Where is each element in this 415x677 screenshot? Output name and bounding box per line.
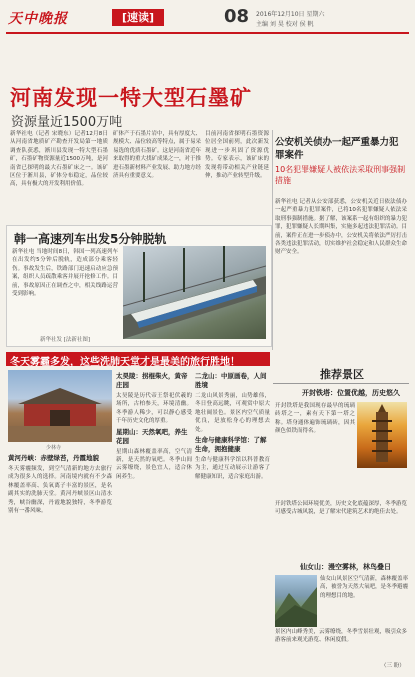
sidebar-text: 新华社电 记者从公安部获悉，公安机关近日依法侦办一起严重暴力犯罪案件，已将10名犯罪嫌疑人依法采取刑事强制措施。据了解，该案系一起有组织的暴力犯罪，犯罪嫌疑人长期纠集，实施多起违法犯罪活动。目前，案件正在进一步侦办中，公安机关将依法严厉打击各类违法犯罪活动，切实维护社会稳定和人民群众生命财产安全。	[275, 199, 407, 256]
sidebar-title: 公安机关侦办一起严重暴力犯罪案件	[275, 137, 399, 161]
winter-col-3	[195, 370, 270, 670]
winter-col2-text2: 星期山森林覆盖率高，空气清新，是天然的氧吧。冬季山间云雾缭绕，景色宜人，适合休闲养生。	[116, 448, 192, 480]
train-story-text: 新华社电 当地时间8日，韩国一列高速列车在出发约5分钟后脱轨，造成部分乘客轻伤。事故发生后，铁路部门迅速启动应急预案，组织人员疏散乘客并展开抢修工作。目前，事故原因正在调查之中，相关线路运营受到影响。	[12, 249, 118, 298]
recommend-title: 推荐景区	[320, 368, 364, 381]
masthead	[6, 4, 409, 30]
masthead-rule	[6, 32, 409, 34]
shaolin-temple-illustration	[8, 370, 112, 442]
iron-pagoda-photo	[357, 402, 407, 468]
recommend-item2-text: 仙女山风景区空气清新，森林覆盖率高，被誉为天然大氧吧，是冬季避霾的理想目的地。	[320, 576, 408, 599]
recommend-author: （三 盼）	[381, 663, 405, 669]
winter-col3-text2: 生命与健康科学馆以科普教育为主，通过互动展示让游客了解健康知识，适合家庭出游。	[195, 457, 270, 480]
page-number: 08	[224, 6, 250, 27]
winter-col-1	[8, 452, 112, 672]
recommend-item1-title: 开封铁塔：位置优越，历史悠久	[302, 389, 400, 397]
winter-col2-heading2: 星期山：天然氧吧，养生花园	[116, 427, 188, 445]
recommend-item2-title: 仙女山：漫空雾林，林鸟叠日	[300, 563, 391, 571]
lead-col-1: 新华社电（记者 宋晓东）记者12月8日从河南省地质矿产勘查开发局第一地质调查队获悉，淅川县发现一特大型石墨矿，石墨矿物资源量近1500万吨，是河南省已探明的最大石墨矿床之一。该矿区位于淅川县，矿体分布稳定，品位较高，具有极大的开发利用价值。	[10, 131, 108, 188]
shaolin-caption: 少林寺	[46, 445, 62, 451]
section-tag: [速读]	[112, 9, 164, 26]
winter-col3-heading1: 二龙山：中原画卷，人间胜境	[195, 372, 267, 389]
train-photo-illustration	[123, 246, 266, 339]
lead-headline: 河南发现一特大型石墨矿	[10, 86, 252, 110]
pagoda-illustration	[357, 402, 407, 468]
mountain-illustration	[275, 575, 317, 627]
train-photo	[123, 246, 266, 339]
recommend-item1-text2: 开封铁塔公园环境优美，历史文化底蕴深厚，冬季游览可感受古城风貌，是了解宋代建筑艺术的绝佳去处。	[275, 501, 407, 516]
winter-col1-heading: 黄河丹峡：赤壁绿苔，丹霞地貌	[8, 454, 99, 462]
lead-subhead: 资源量近1500万吨	[11, 115, 123, 130]
newspaper-logo: 天中晚报	[8, 11, 68, 27]
winter-banner-title: 冬天雾霾多发，这些洗肺天堂才是最美的旅行胜地！	[10, 357, 240, 368]
train-photo-credit: 新华社发 [法新社图]	[40, 337, 91, 343]
winter-col2-text1: 太昊陵是历代帝王祭祀伏羲的场所，古柏参天，环境清幽。冬季游人稀少，可以静心感受千年历史文化的厚重。	[116, 393, 192, 425]
date-line: 2016年12月10日 星期六	[256, 11, 325, 18]
editor-line: 主编 刘 昊 校对 侯 帆	[256, 21, 314, 28]
recommend-rule	[273, 383, 409, 384]
fairy-mountain-photo	[275, 575, 317, 627]
recommend-item1-text: 开封铁塔是我国现存最早的琉璃砖塔之一，素有天下第一塔之称。塔身通体遍饰琉璃砖，因其颜色似铁而得名。	[275, 403, 355, 435]
shaolin-photo	[8, 370, 112, 442]
lead-col-3: 目前河南省探明石墨资源位居全国前列，此次新发现进一步巩固了资源优势。专家表示，该矿床的发现将带动相关产业链延伸，推动产业转型升级。	[205, 131, 269, 180]
sidebar-subtitle: 10名犯罪嫌疑人被依法采取刑事强制措施	[275, 165, 406, 185]
recommend-item2-text2: 景区内山峰秀美，云雾缭绕，冬季雪景壮观，吸引众多游客前来观光游览、休闲度假。	[275, 629, 407, 644]
winter-col-2	[116, 370, 192, 670]
winter-col2-heading1: 太昊陵：拐棍柴火，黄帝庄园	[116, 372, 188, 389]
winter-col3-text1: 二龙山风景秀丽，山势雄伟，冬日登高远眺，可观赏中原大地壮阔景色。景区内空气质量优良，是放松身心的理想去处。	[195, 393, 270, 433]
lead-col-2: 矿体产于石墨片岩中，具有厚度大、规模大、品位较高等特点，属于易采易选的优质石墨矿。这是河南省近年来取得的重大找矿成果之一，对于推进石墨新材料产业发展、助力地方经济具有重要意义。	[113, 131, 201, 180]
train-story-title: 韩一高速列车出发5分钟脱轨	[14, 232, 167, 246]
winter-col3-heading2: 生命与健康科学馆：了解生命，拥抱健康	[195, 436, 267, 454]
winter-col1-text: 冬天雾霾频发，到空气清新的地方去旅行成为很多人的选择。河南境内就有不少森林覆盖率高、负氧离子丰富的景区，是名副其实的洗肺天堂。黄河丹峡景区山清水秀，峡谷幽深，丹霞地貌独特，冬季游览别有一番风味。	[8, 466, 112, 515]
